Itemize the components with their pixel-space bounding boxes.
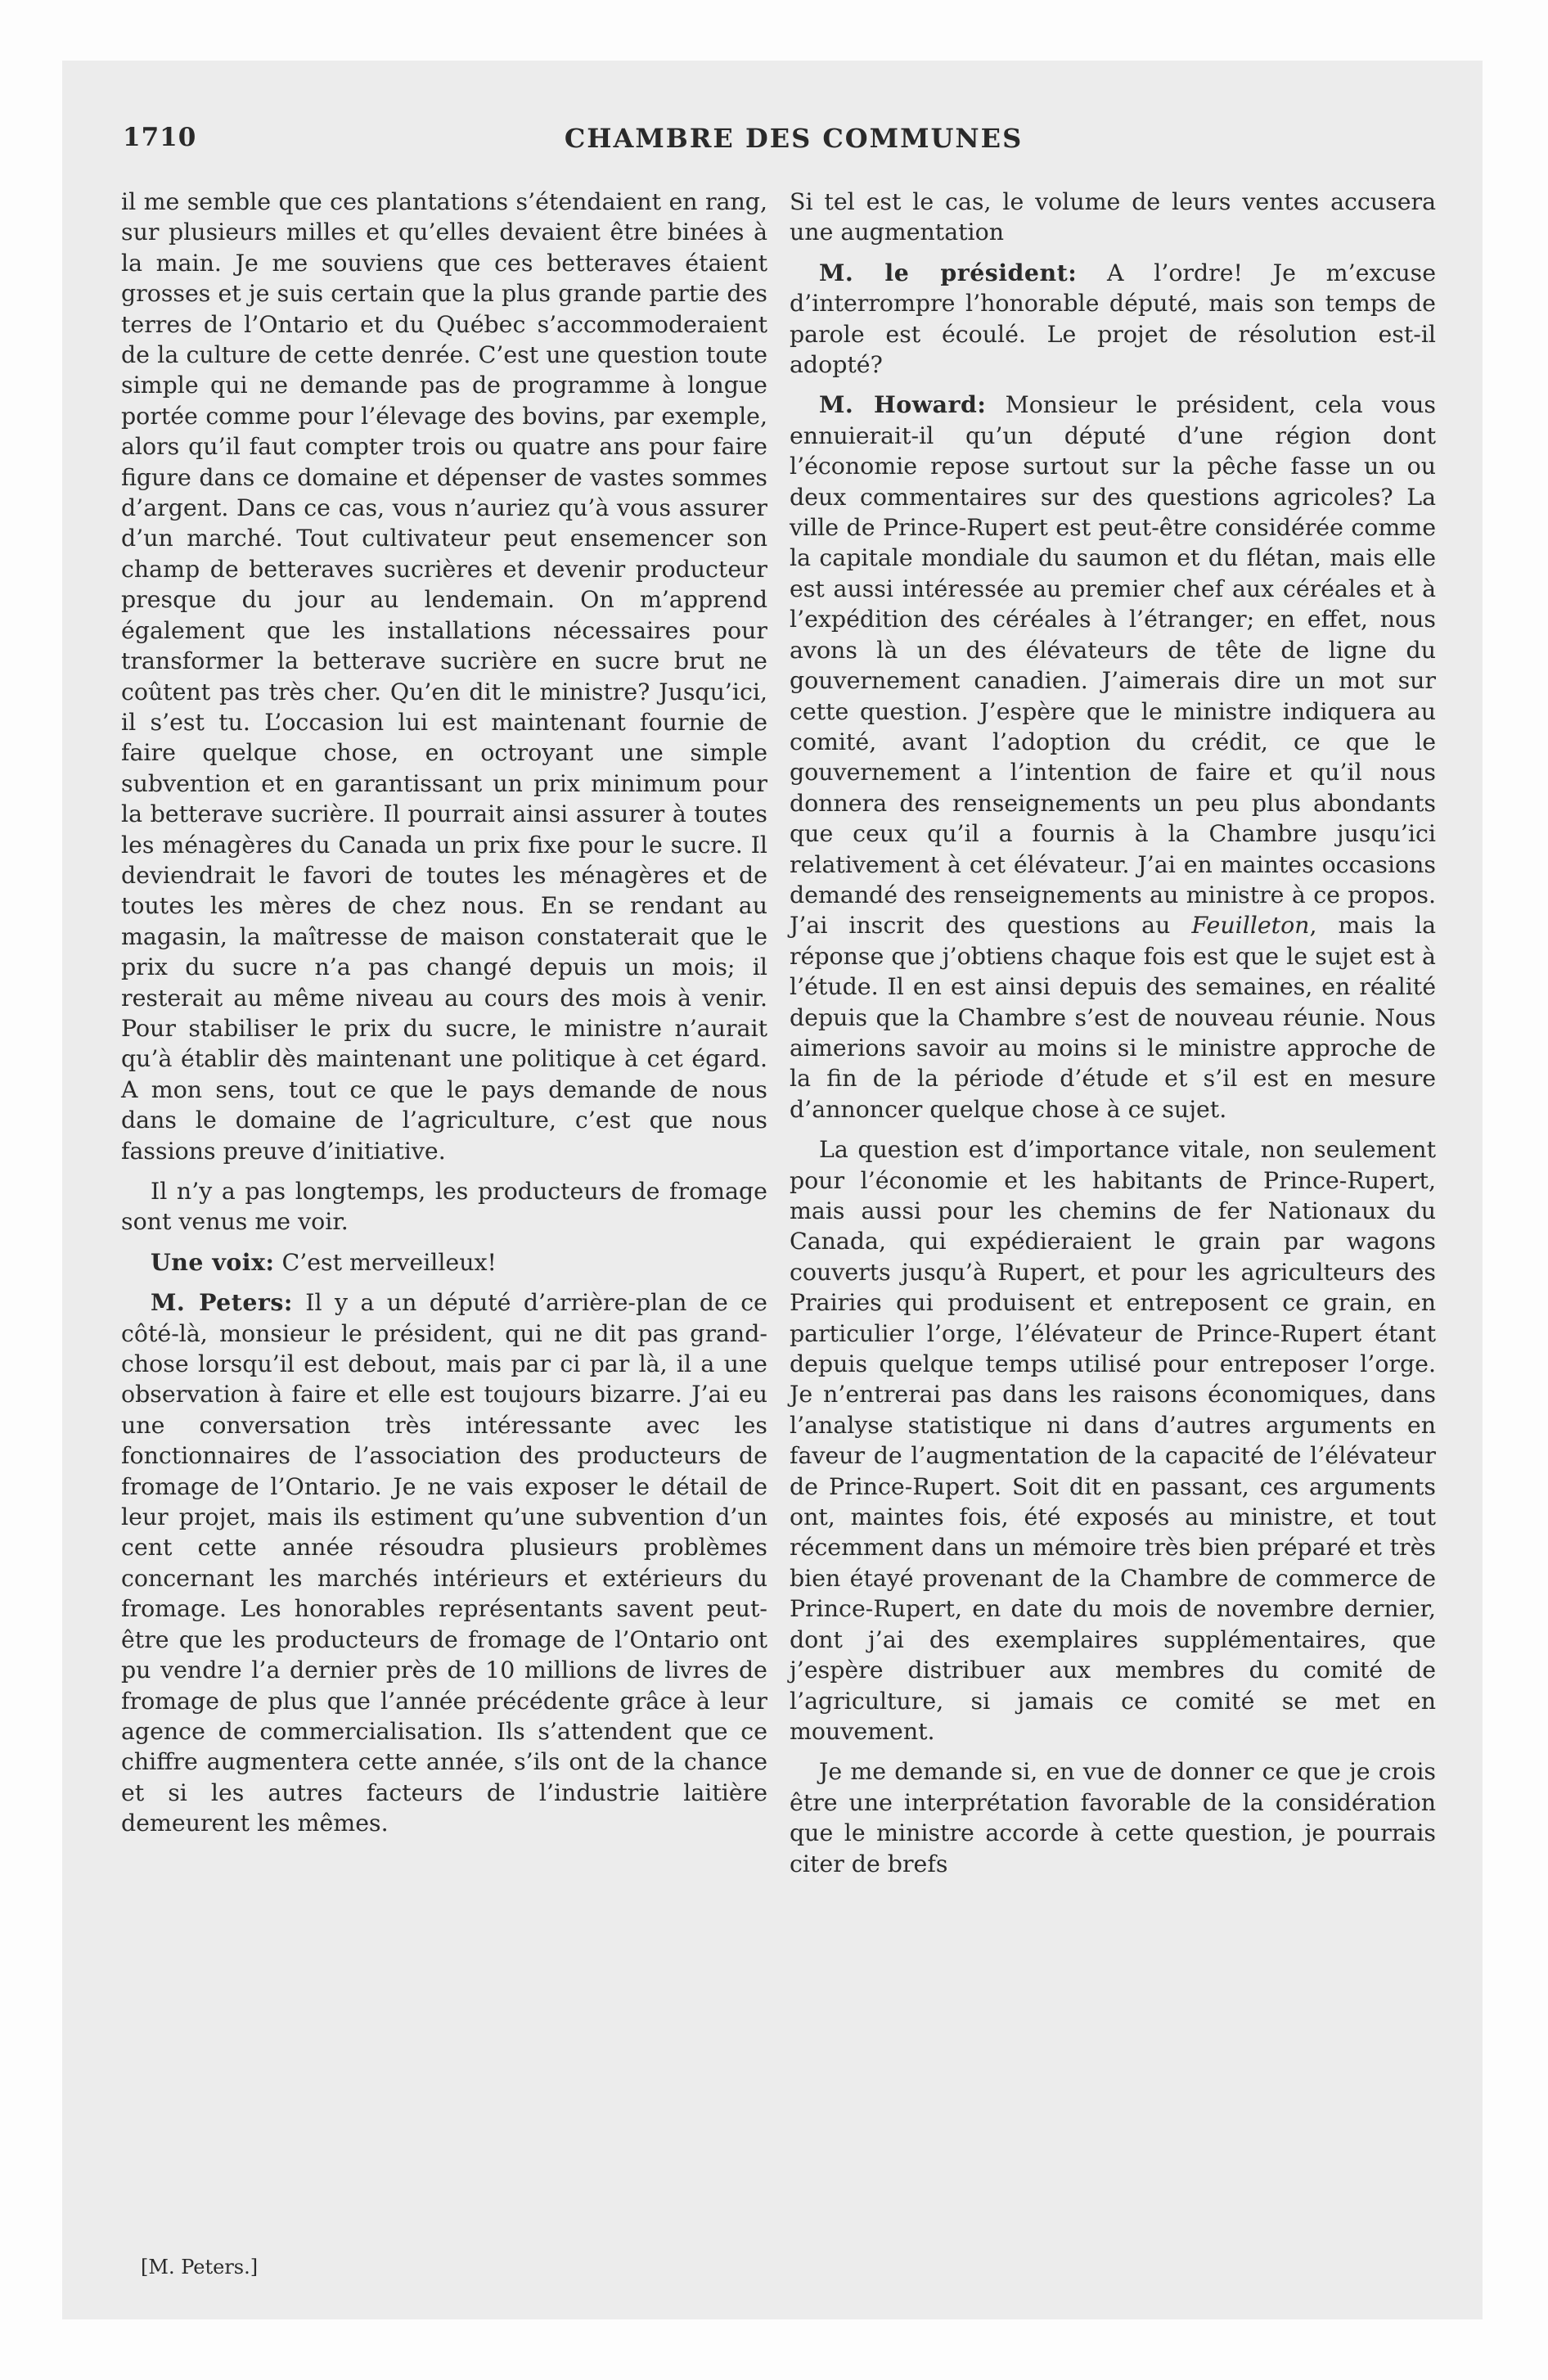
speech-text: C’est merveilleux! <box>274 1248 497 1276</box>
publication-title: Feuilleton <box>1191 912 1310 940</box>
speech-text: , mais la réponse que j’obtiens chaque fois est que le sujet est à l’étude. Il en est ainsi depuis des semaines, en réalité depuis que la Chambre s’est de nouveau réunie. Nous aimerions savoir au moins si le ministre approche de la fin de la période d’étude et s’il est en mesure d’annoncer quelque chose à ce sujet. <box>790 912 1437 1123</box>
speech-paragraph <box>121 1247 767 1278</box>
speaker-name: M. Peters: <box>151 1288 293 1317</box>
page-number: 1710 <box>123 123 197 152</box>
speech-paragraph <box>790 390 1436 1125</box>
page-header <box>123 123 1465 162</box>
speaker-name: Une voix: <box>151 1247 275 1276</box>
speaker-footer-note: [M. Peters.] <box>141 2256 259 2279</box>
speech-text: A l’ordre! Je m’excuse d’interrompre l’honorable député, mais son temps de parole est écoulé. Le projet de résolution est-il adopté? <box>790 259 1436 379</box>
speech-paragraph <box>121 1287 767 1838</box>
speech-text: Il y a un député d’arrière-plan de ce côté-là, monsieur le président, qui ne dit pas grand-chose lorsqu’il est debout, mais par ci par là, il a une observation à faire et elle est toujours bizarre. J’ai eu une conversation très intéressante avec les fonctionnaires de l’association des producteurs de fromage de l’Ontario. Je ne vais exposer le détail de leur projet, mais ils estiment qu’une subvention d’un cent cette année résoudra plusieurs problèmes concernant les marchés intérieurs et extérieurs du fromage. Les honorables représentants savent peut-être que les producteurs de fromage de l’Ontario ont pu vendre l’a dernier près de 10 millions de livres de fromage de plus que l’année précédente grâce à leur agence de commercialisation. Ils s’attendent que ce chiffre augmentera cette année, s’ils ont de la chance et si les autres facteurs de l’industrie laitière demeurent les mêmes. <box>121 1289 767 1837</box>
page-title: CHAMBRE DES COMMUNES <box>564 123 1024 154</box>
paragraph: il me semble que ces plantations s’étendaient en rang, sur plusieurs milles et qu’elles devaient être binées à la main. Je me souviens que ces betteraves étaient grosses et je suis certain que la plus grande partie des terres de l’Ontario et du Québec s’accommoderaient de la culture de cette denrée. C’est une question toute simple qui ne demande pas de programme à longue portée comme pour l’élevage des bovins, par exemple, alors qu’il faut compter trois ou quatre ans pour faire figure dans ce domaine et dépenser de vastes sommes d’argent. Dans ce cas, vous n’auriez qu’à vous assurer d’un marché. Tout cultivateur peut ensemencer son champ de betteraves sucrières et devenir producteur presque du jour au lendemain. On m’apprend également que les installations nécessaires pour transformer la betterave sucrière en sucre brut ne coûtent pas très cher. Qu’en dit le ministre? Jusqu’ici, il s’est tu. L’occasion lui est maintenant fournie de faire quelque chose, en octroyant une simple subvention et en garantissant un prix minimum pour la betterave sucrière. Il pourrait ainsi assurer à toutes les ménagères du Canada un prix fixe pour le sucre. Il deviendrait le favori de toutes les ménagères et de toutes les mères de chez nous. En se rendant au magasin, la maîtresse de maison constaterait que le prix du sucre n’a pas changé depuis un mois; il resterait au même niveau au cours des mois à venir. Pour stabiliser le prix du sucre, le ministre n’aurait qu’à établir dès maintenant une politique à cet égard. A mon sens, tout ce que le pays demande de nous dans le domaine de l’agriculture, c’est que nous fassions preuve d’initiative. <box>121 188 767 1165</box>
paragraph: La question est d’importance vitale, non seulement pour l’économie et les habitants de Prince-Rupert, mais aussi pour les chemins de fer Nationaux du Canada, qui expédieraient le grain par wagons couverts jusqu’à Rupert, et pour les agriculteurs des Prairies qui produisent et entreposent ce grain, en particulier l’orge, l’élévateur de Prince-Rupert étant depuis quelque temps utilisé pour entreposer l’orge. Je n’entrerai pas dans les raisons économiques, dans l’analyse statistique ni dans d’autres arguments en faveur de l’augmentation de la capacité de l’élévateur de Prince-Rupert. Soit dit en passant, ces arguments ont, maintes fois, été exposés au ministre, et tout récemment dans un mémoire très bien préparé et très bien étayé provenant de la Chambre de commerce de Prince-Rupert, en date du mois de novembre dernier, dont j’ai des exemplaires supplémentaires, que j’espère distribuer aux membres du comité de l’agriculture, si jamais ce comité se met en mouvement. <box>790 1136 1436 1745</box>
right-column <box>790 187 1436 1889</box>
paragraph: Je me demande si, en vue de donner ce que je crois être une interprétation favorable de la considération que le ministre accorde à cette question, je pourrais citer de brefs <box>790 1758 1436 1877</box>
paragraph: Si tel est le cas, le volume de leurs ventes accusera une augmentation <box>790 188 1436 246</box>
paragraph: Il n’y a pas longtemps, les producteurs de fromage sont venus me voir. <box>121 1178 767 1236</box>
speech-paragraph <box>790 258 1436 381</box>
speaker-name: M. Howard: <box>819 390 987 419</box>
left-column <box>121 187 767 1849</box>
speech-text: Monsieur le président, cela vous ennuierait-il qu’un député d’une région dont l’économie repose surtout sur la pêche fasse un ou deux commentaires sur des questions agricoles? La ville de Prince-Rupert est peut-être considérée comme la capitale mondiale du saumon et du flétan, mais elle est aussi intéressée au premier chef aux céréales et à l’expédition des céréales à l’étranger; en effet, nous avons là un des élévateurs de tête de ligne du gouvernement canadien. J’aimerais dire un mot sur cette question. J’espère que le ministre indiquera au comité, avant l’adoption du crédit, ce que le gouvernement a l’intention de faire et qu’il nous donnera des renseignements un peu plus abondants que ceux qu’il a fournis à la Chambre jusqu’ici relativement à cet élévateur. J’ai en maintes occasions demandé des renseignements au ministre à ce propos. J’ai inscrit des questions au <box>790 391 1436 940</box>
speaker-name: M. le président: <box>819 258 1078 286</box>
